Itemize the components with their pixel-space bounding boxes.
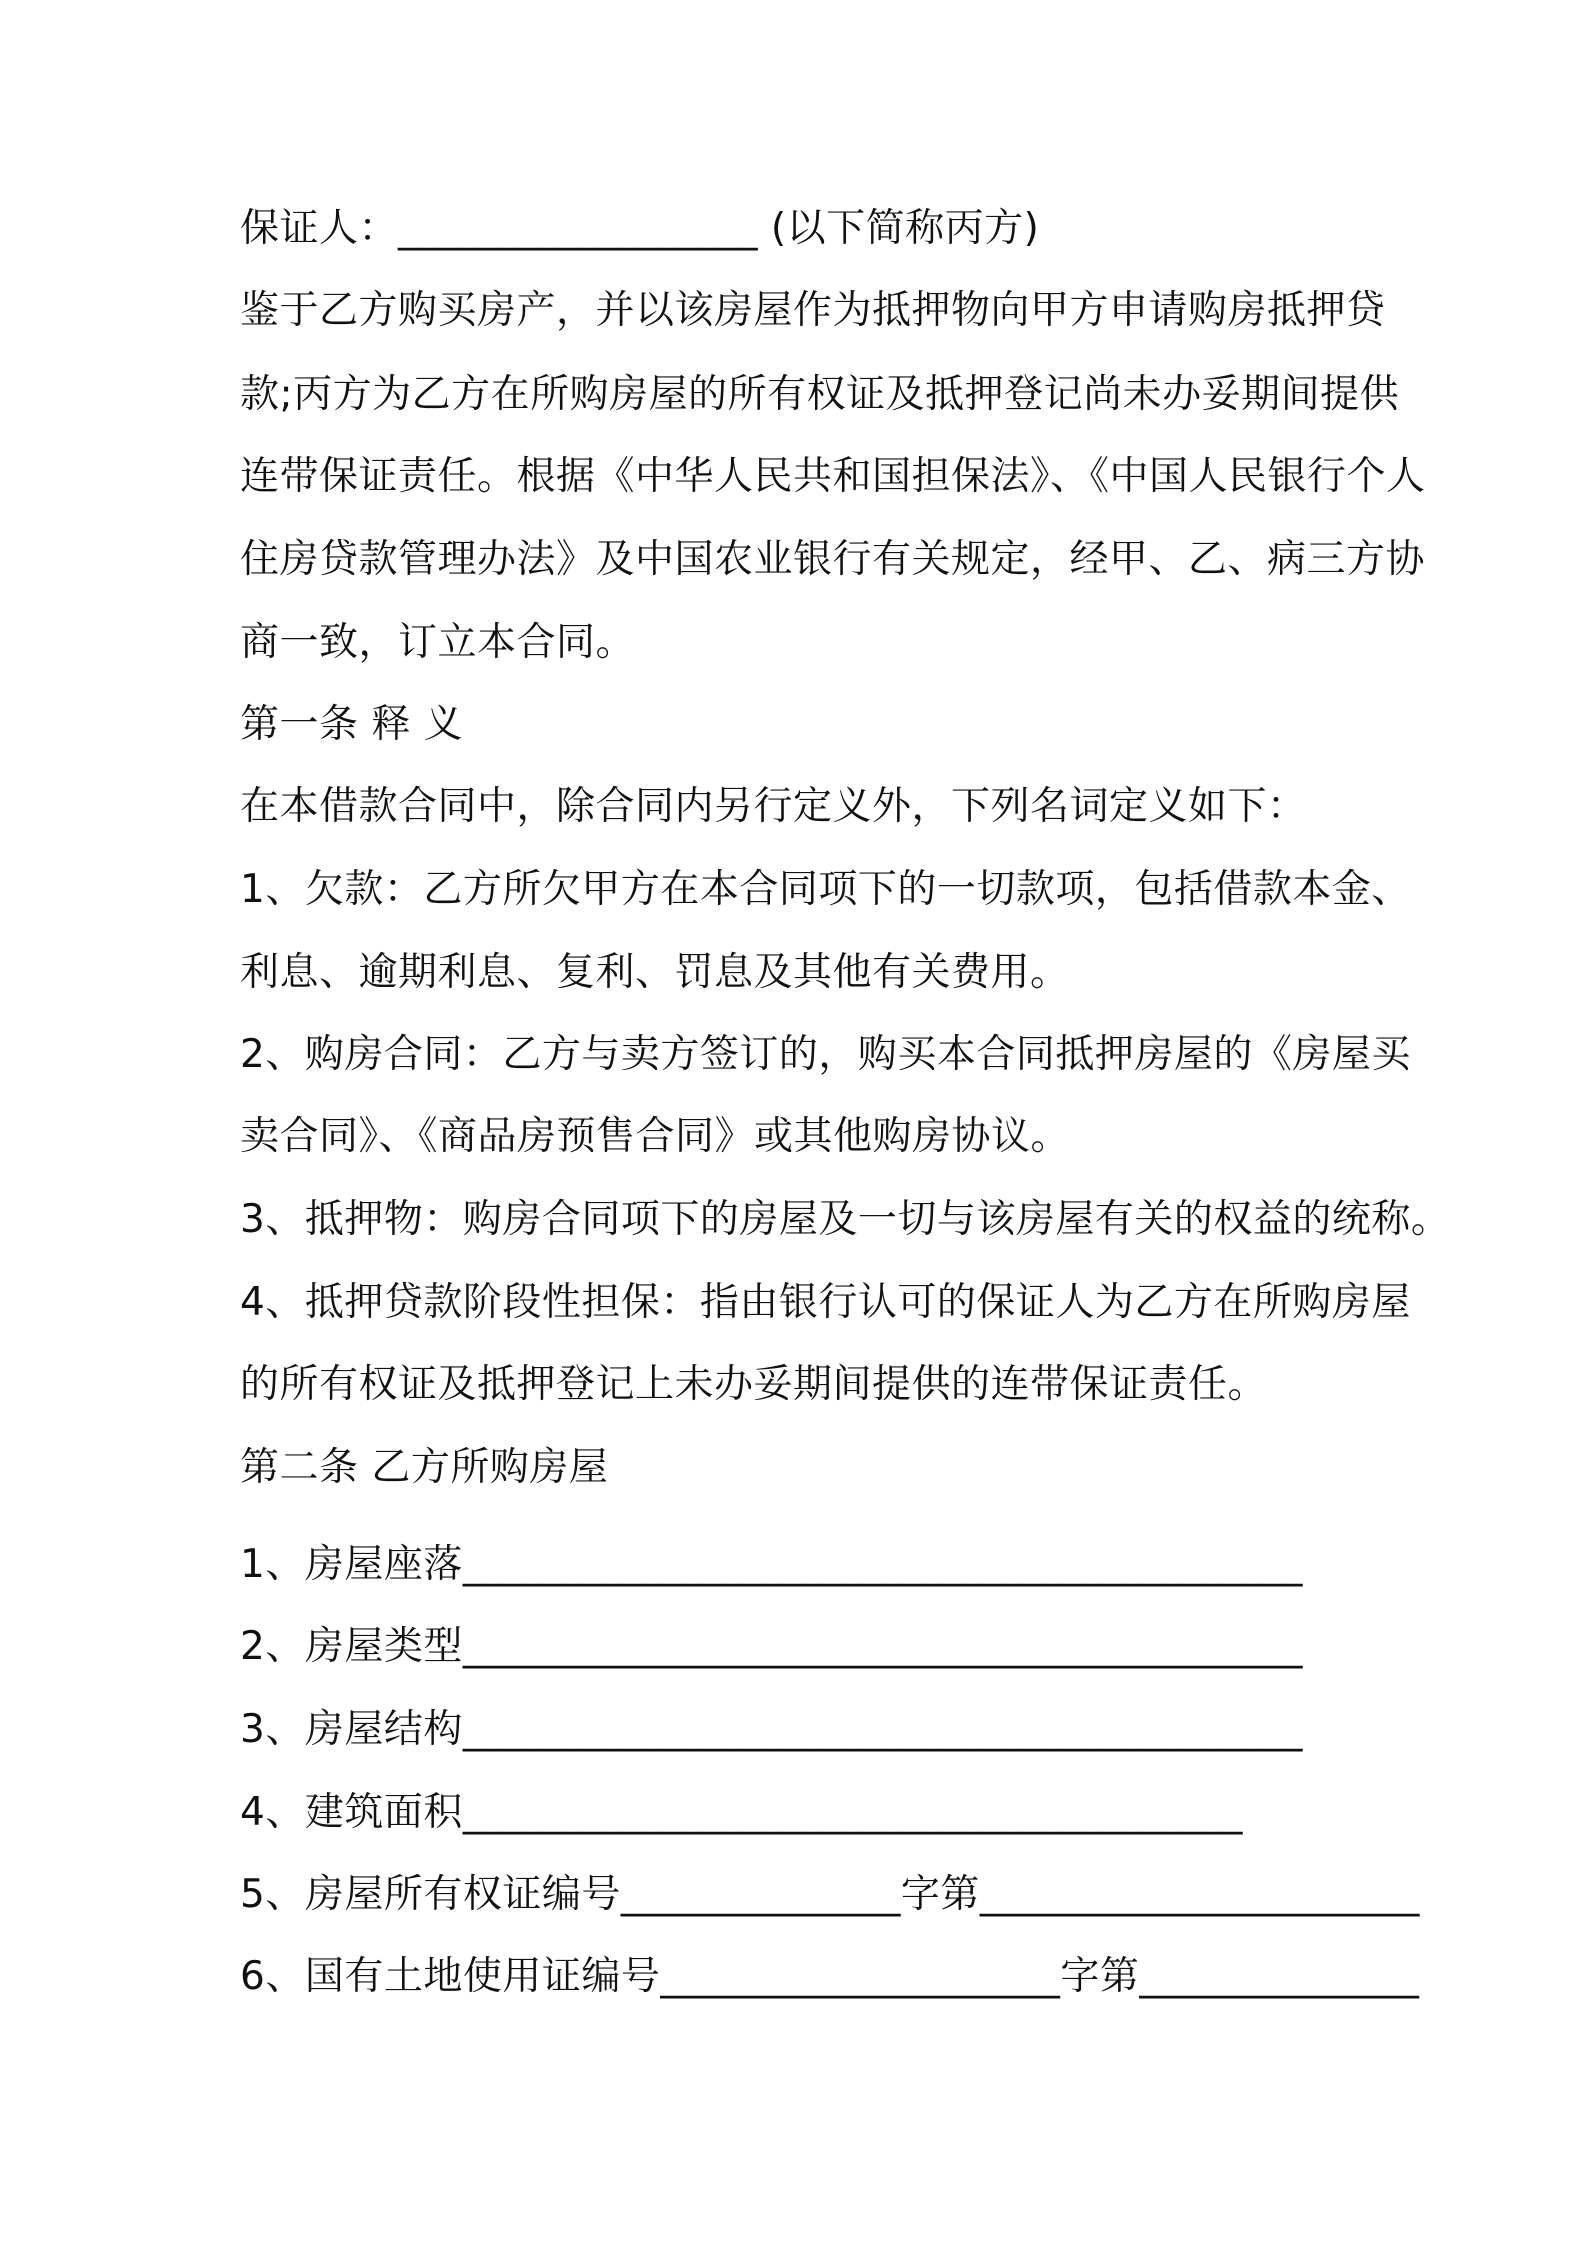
- property-field: 6、国有土地使用证编号____________________字第______________: [240, 1954, 1420, 1999]
- paragraph-line: 连带保证责任。根据《中华人民共和国担保法》、《中国人民银行个人: [240, 454, 1426, 499]
- property-field: 1、房屋座落__________________________________________: [240, 1542, 1303, 1587]
- definition-item: 的所有权证及抵押登记上未办妥期间提供的连带保证责任。: [240, 1362, 1268, 1407]
- paragraph-line: 在本借款合同中，除合同内另行定义外，下列名词定义如下：: [240, 784, 1307, 829]
- paragraph-line: 住房贷款管理办法》及中国农业银行有关规定，经甲、乙、病三方协: [240, 537, 1426, 582]
- section-heading: 第一条 释 义: [240, 702, 464, 747]
- guarantor-line: 保证人：__________________ (以下简称丙方): [240, 206, 1040, 251]
- paragraph-line: 商一致，订立本合同。: [240, 620, 636, 665]
- section-heading: 第二条 乙方所购房屋: [240, 1445, 609, 1490]
- definition-item: 利息、逾期利息、复利、罚息及其他有关费用。: [240, 950, 1070, 995]
- property-field: 2、房屋类型__________________________________________: [240, 1624, 1303, 1669]
- definition-item: 卖合同》、《商品房预售合同》或其他购房协议。: [240, 1114, 1071, 1159]
- definition-item: 1、欠款：乙方所欠甲方在本合同项下的一切款项，包括借款本金、: [240, 867, 1411, 912]
- paragraph-line: 款;丙方为乙方在所购房屋的所有权证及抵押登记尚未办妥期间提供: [240, 372, 1400, 417]
- property-field: 4、建筑面积_______________________________________: [240, 1790, 1243, 1835]
- property-field: 5、房屋所有权证编号______________字第______________________: [240, 1872, 1420, 1917]
- definition-item: 3、抵押物：购房合同项下的房屋及一切与该房屋有关的权益的统称。: [240, 1197, 1451, 1242]
- paragraph-line: 鉴于乙方购买房产，并以该房屋作为抵押物向甲方申请购房抵押贷: [240, 288, 1386, 333]
- definition-item: 4、抵押贷款阶段性担保：指由银行认可的保证人为乙方在所购房屋: [240, 1280, 1411, 1325]
- definition-item: 2、购房合同：乙方与卖方签订的，购买本合同抵押房屋的《房屋买: [240, 1032, 1411, 1077]
- property-field: 3、房屋结构__________________________________________: [240, 1707, 1303, 1752]
